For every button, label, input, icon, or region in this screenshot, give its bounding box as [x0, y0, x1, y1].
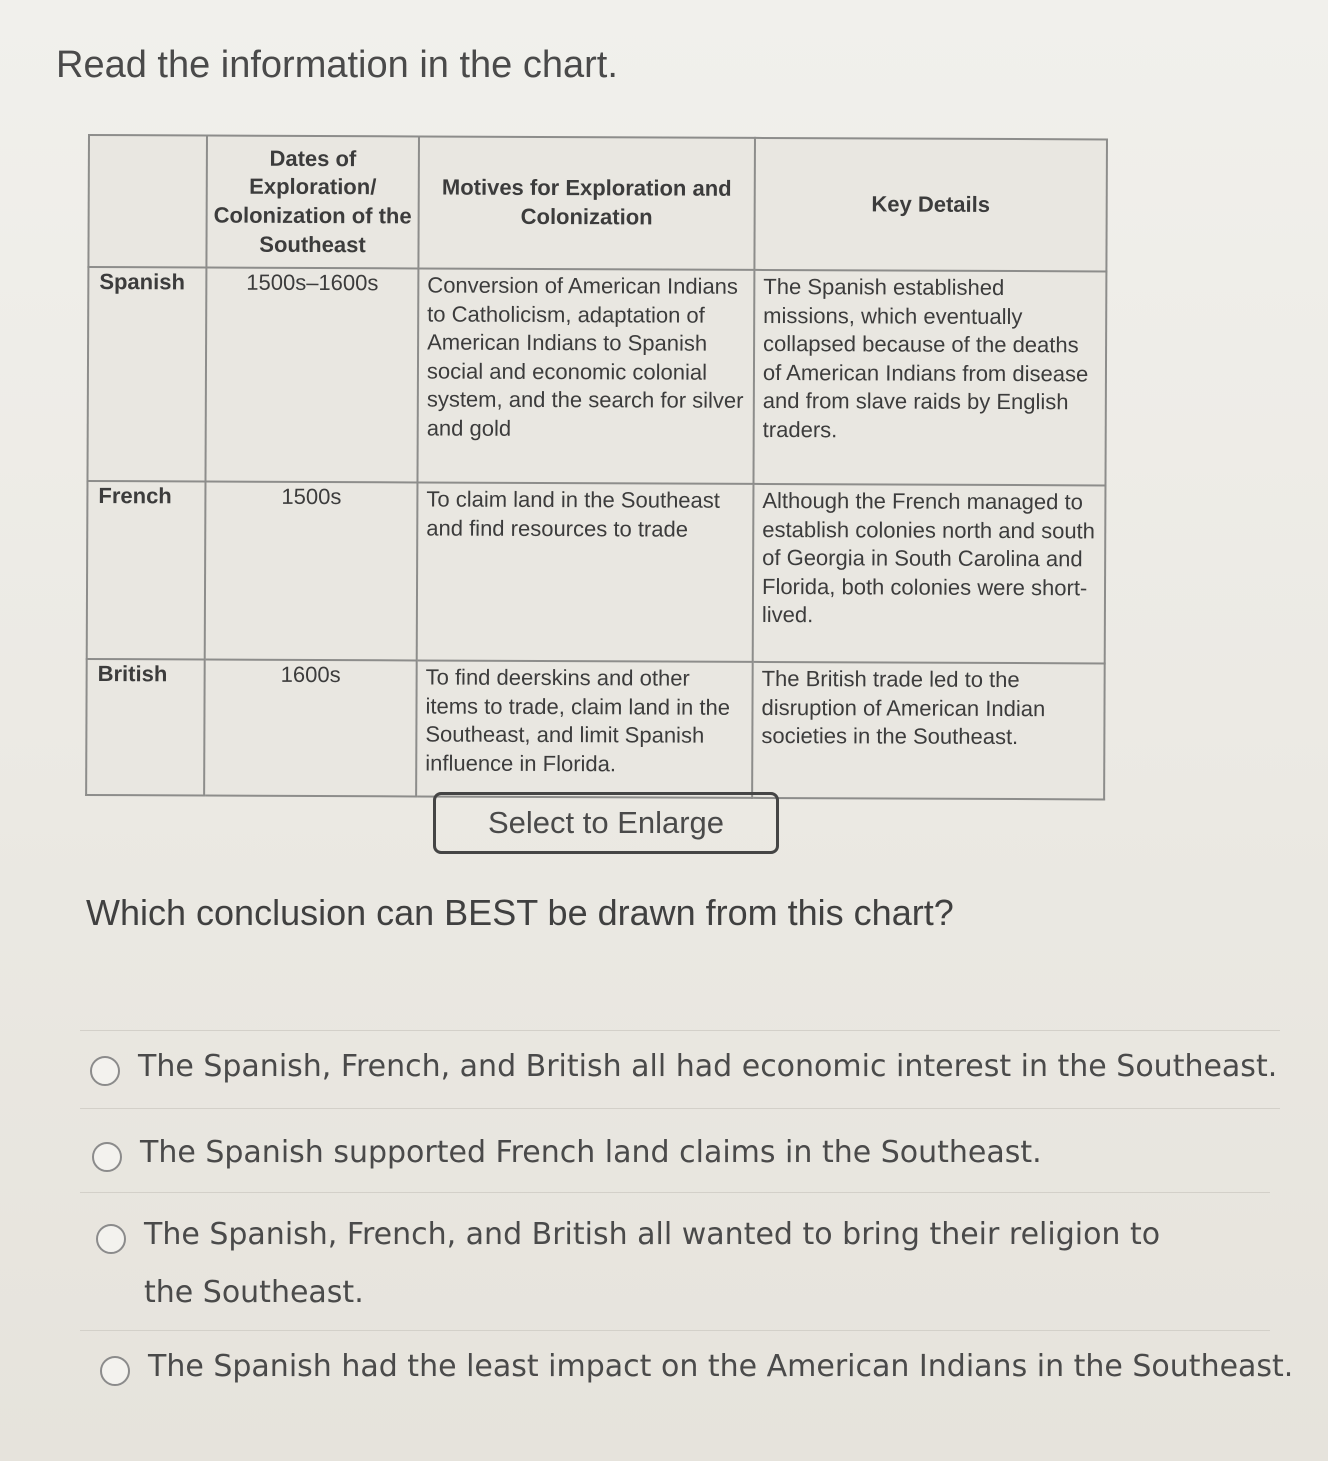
radio-button[interactable]	[100, 1356, 130, 1386]
option-label: The Spanish, French, and British all wanted to bring their religion to the Southeast.	[144, 1217, 1161, 1310]
header-key-details: Key Details	[754, 138, 1107, 272]
answer-option-3[interactable]	[96, 1218, 1186, 1322]
answer-option-2[interactable]	[92, 1136, 1272, 1182]
motives-cell: Conversion of American Indians to Catholicism, adaptation of American Indians to Spanish social and economic colonial system, and the search for silver and gold	[417, 268, 754, 483]
details-cell: The Spanish established missions, which eventually collapsed because of the deaths of American Indians from disease and from slave raids by English traders.	[753, 270, 1106, 486]
radio-button[interactable]	[96, 1224, 126, 1254]
dates-cell: 1500s–1600s	[205, 268, 418, 483]
table-row	[87, 267, 1106, 485]
divider	[80, 1330, 1270, 1331]
nation-cell: British	[86, 659, 205, 796]
motives-cell: To find deerskins and other items to trade, claim land in the Southeast, and limit Spanish influence in Florida.	[416, 660, 753, 797]
option-label: The Spanish, French, and British all had economic interest in the Southeast.	[138, 1049, 1278, 1084]
header-blank	[88, 135, 207, 268]
divider	[80, 1192, 1270, 1193]
details-cell: The British trade led to the disruption of American Indian societies in the Southeast.	[752, 662, 1105, 800]
option-label: The Spanish had the least impact on the American Indians in the Southeast.	[148, 1349, 1294, 1384]
divider	[80, 1030, 1280, 1031]
instruction-text: Read the information in the chart.	[56, 44, 618, 86]
radio-button[interactable]	[92, 1142, 122, 1172]
nation-cell: French	[87, 481, 206, 660]
question-text: Which conclusion can BEST be drawn from this chart?	[86, 892, 954, 933]
nation-cell: Spanish	[87, 267, 206, 482]
radio-button[interactable]	[90, 1056, 120, 1086]
table-row	[86, 659, 1105, 799]
motives-cell: To claim land in the Southeast and find resources to trade	[417, 482, 754, 661]
option-label: The Spanish supported French land claims in the Southeast.	[140, 1135, 1042, 1170]
header-row	[88, 135, 1107, 271]
dates-cell: 1500s	[205, 482, 418, 661]
header-motives: Motives for Exploration and Colonization	[418, 136, 755, 269]
select-to-enlarge-button[interactable]: Select to Enlarge	[433, 792, 779, 854]
chart-table	[85, 134, 1108, 800]
header-dates: Dates of Exploration/ Colonization of the Southeast	[206, 136, 419, 269]
dates-cell: 1600s	[204, 660, 417, 797]
colonization-chart	[85, 134, 1106, 798]
details-cell: Although the French managed to establish colonies north and south of Georgia in South Carolina and Florida, both colonies were short-lived.	[753, 484, 1106, 664]
divider	[80, 1108, 1280, 1109]
answer-option-1[interactable]	[90, 1050, 1290, 1096]
answer-option-4[interactable]	[100, 1350, 1300, 1396]
table-row	[87, 481, 1106, 663]
